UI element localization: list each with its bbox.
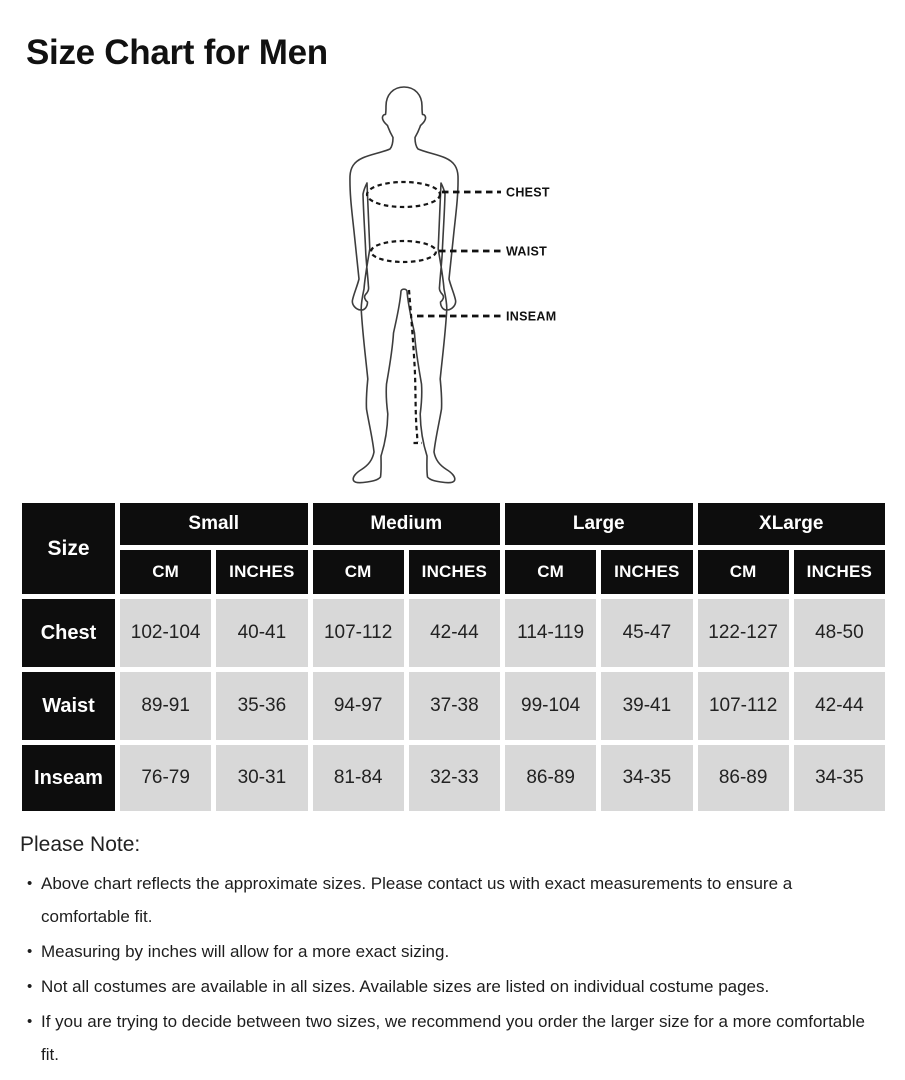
size-group-header-xlarge: XLarge — [698, 503, 886, 545]
inseam-label: INSEAM — [506, 309, 557, 324]
note-text: If you are trying to decide between two sizes, we recommend you order the larger size for a more comfortable fit. — [41, 1012, 865, 1064]
bullet-icon: • — [27, 875, 33, 892]
size-group-header-large: Large — [505, 503, 693, 545]
size-group-header-small: Small — [120, 503, 308, 545]
waist-large-cm: 99-104 — [505, 672, 596, 740]
waist-xlarge-cm: 107-112 — [698, 672, 789, 740]
note-text: Measuring by inches will allow for a more exact sizing. — [41, 942, 450, 961]
unit-header: CM — [120, 550, 211, 594]
page-title: Size Chart for Men — [26, 33, 328, 73]
inseam-xlarge-inches: 34-35 — [794, 745, 885, 811]
chest-xlarge-cm: 122-127 — [698, 599, 789, 667]
body-measurement-diagram — [323, 84, 603, 499]
inseam-medium-inches: 32-33 — [409, 745, 500, 811]
waist-medium-inches: 37-38 — [409, 672, 500, 740]
chest-large-inches: 45-47 — [601, 599, 692, 667]
note-item — [20, 1005, 882, 1071]
chest-medium-cm: 107-112 — [313, 599, 404, 667]
inseam-xlarge-cm: 86-89 — [698, 745, 789, 811]
chest-label: CHEST — [506, 185, 550, 200]
waist-large-inches: 39-41 — [601, 672, 692, 740]
inseam-small-cm: 76-79 — [120, 745, 211, 811]
note-item — [20, 970, 882, 1003]
unit-header: CM — [698, 550, 789, 594]
male-body-outline — [350, 87, 458, 483]
note-text: Not all costumes are available in all sizes. Available sizes are listed on individual costume pages. — [41, 977, 770, 996]
inseam-large-inches: 34-35 — [601, 745, 692, 811]
notes-section — [20, 833, 882, 1073]
male-body-outline-illustration — [323, 84, 603, 499]
bullet-icon: • — [27, 1013, 33, 1030]
chest-medium-inches: 42-44 — [409, 599, 500, 667]
note-item — [20, 867, 882, 933]
row-label-waist: Waist — [22, 672, 115, 740]
row-label-inseam: Inseam — [22, 745, 115, 811]
row-label-chest: Chest — [22, 599, 115, 667]
unit-header: INCHES — [794, 550, 885, 594]
waist-xlarge-inches: 42-44 — [794, 672, 885, 740]
chest-xlarge-inches: 48-50 — [794, 599, 885, 667]
unit-header: CM — [313, 550, 404, 594]
unit-header: INCHES — [601, 550, 692, 594]
unit-header: INCHES — [409, 550, 500, 594]
unit-header: CM — [505, 550, 596, 594]
inseam-small-inches: 30-31 — [216, 745, 307, 811]
size-group-header-medium: Medium — [313, 503, 501, 545]
waist-medium-cm: 94-97 — [313, 672, 404, 740]
chest-small-inches: 40-41 — [216, 599, 307, 667]
note-item — [20, 935, 882, 968]
chest-small-cm: 102-104 — [120, 599, 211, 667]
waist-small-inches: 35-36 — [216, 672, 307, 740]
chest-large-cm: 114-119 — [505, 599, 596, 667]
inseam-medium-cm: 81-84 — [313, 745, 404, 811]
bullet-icon: • — [27, 978, 33, 995]
size-table-corner-header: Size — [22, 503, 115, 594]
notes-heading: Please Note: — [20, 833, 141, 856]
waist-label: WAIST — [506, 244, 548, 259]
waist-small-cm: 89-91 — [120, 672, 211, 740]
inseam-large-cm: 86-89 — [505, 745, 596, 811]
bullet-icon: • — [27, 943, 33, 960]
unit-header: INCHES — [216, 550, 307, 594]
size-table — [22, 503, 885, 811]
notes-list — [20, 867, 882, 1071]
note-text: Above chart reflects the approximate sizes. Please contact us with exact measurements to ensure a comfortable fit. — [41, 874, 793, 926]
